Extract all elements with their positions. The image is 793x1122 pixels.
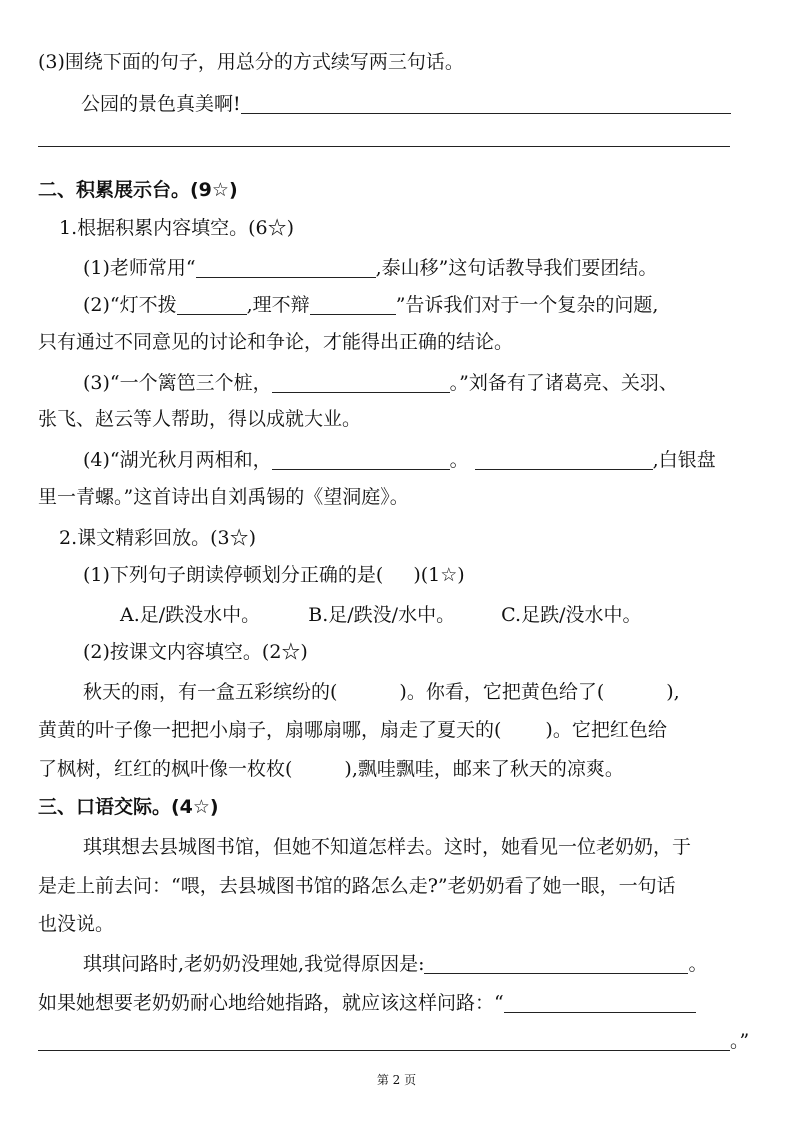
option-b[interactable]: B.足/跌没/水中。 (308, 604, 456, 626)
option-a[interactable]: A.足/跌没水中。 (120, 604, 261, 626)
ask-end: 。” (730, 1030, 750, 1052)
item2-text-a: (2)“灯不拨 (83, 294, 177, 316)
section2-title: 二、积累展示台。(9☆) (38, 179, 238, 201)
item2-text-c: ”告诉我们对于一个复杂的问题, (395, 294, 659, 316)
item2-text-b: ,理不辩 (246, 294, 310, 316)
para-l3-text-a: 了枫树，红红的枫叶像一枚枚( (38, 758, 293, 780)
item3-cont: 张飞、赵云等人帮助，得以成就大业。 (38, 408, 362, 430)
reason-row (83, 950, 793, 978)
q3-prompt: (3)围绕下面的句子，用总分的方式续写两三句话。 (38, 51, 464, 73)
ask-row-2 (38, 1027, 793, 1055)
part2-q1-options (120, 601, 793, 629)
page-number: 第 2 页 (376, 1073, 417, 1087)
ask-blank-2[interactable] (38, 1030, 730, 1051)
item2-blank-2[interactable] (310, 294, 396, 315)
item2-blank-1[interactable] (177, 294, 247, 315)
para-l1-text-a: 秋天的雨，有一盒五彩缤纷的( (83, 681, 338, 703)
story-line-2: 是走上前去问：“喂，去县城图书馆的路怎么走?”老奶奶看了她一眼，一句话 (38, 875, 676, 897)
item4-blank-2[interactable] (475, 449, 653, 470)
q3-answer-blank-1[interactable] (241, 93, 731, 114)
item4-blank-1[interactable] (272, 449, 450, 470)
option-c[interactable]: C.足跌/没水中。 (501, 604, 642, 626)
item3-blank[interactable] (272, 372, 450, 393)
q3-answer-blank-2[interactable] (38, 146, 730, 147)
reason-end: 。 (688, 953, 708, 975)
part2-q2: (2)按课文内容填空。(2☆) (83, 641, 308, 663)
part2-q1-text-b: )(1☆) (413, 564, 465, 586)
item1-text-b: ,泰山移”这句话教导我们要团结。 (375, 257, 658, 279)
item1-blank[interactable] (196, 257, 376, 278)
para-l1-text-c: ), (666, 681, 680, 703)
item4-row (83, 446, 793, 474)
item2-cont: 只有通过不同意见的讨论和争论，才能得出正确的结论。 (38, 331, 514, 353)
story-line-1: 琪琪想去县城图书馆，但她不知道怎样去。这时，她看见一位老奶奶，于 (83, 836, 692, 858)
item3-row (83, 369, 793, 397)
para-l3-text-b: ),飘哇飘哇，邮来了秋天的凉爽。 (344, 758, 624, 780)
item2-row (83, 291, 793, 319)
item1-row (83, 254, 793, 282)
para-line-1 (83, 678, 793, 706)
part2-title: 2.课文精彩回放。(3☆) (59, 527, 257, 549)
para-l2-text-b: )。它把红色给 (545, 719, 667, 741)
item4-text-c: ,白银盘 (652, 449, 716, 471)
ask-label: 如果她想要老奶奶耐心地给她指路，就应该这样问路：“ (38, 992, 504, 1014)
para-line-3 (38, 755, 793, 783)
q3-sentence-row (81, 90, 793, 118)
item4-text-b: 。 (449, 449, 469, 471)
part1-title: 1.根据积累内容填空。(6☆) (59, 217, 295, 239)
section3-title: 三、口语交际。(4☆) (38, 796, 219, 818)
item4-cont: 里一青螺。”这首诗出自刘禹锡的《望洞庭》。 (38, 486, 409, 508)
item3-text-b: 。”刘备有了诸葛亮、关羽、 (449, 372, 678, 394)
part2-q1-text-a: (1)下列句子朗读停顿划分正确的是( (83, 564, 384, 586)
q3-sentence: 公园的景色真美啊! (81, 93, 241, 115)
reason-blank[interactable] (424, 953, 688, 974)
ask-blank-1[interactable] (504, 992, 696, 1013)
para-l1-text-b: )。你看，它把黄色给了( (399, 681, 605, 703)
item3-text-a: (3)“一个篱笆三个桩， (83, 372, 272, 394)
para-l2-text-a: 黄黄的叶子像一把把小扇子，扇哪扇哪，扇走了夏天的( (38, 719, 502, 741)
item4-text-a: (4)“湖光秋月两相和， (83, 449, 272, 471)
reason-label: 琪琪问路时,老奶奶没理她,我觉得原因是: (83, 953, 425, 975)
para-line-2 (38, 716, 793, 744)
ask-row (38, 989, 793, 1017)
item1-text-a: (1)老师常用“ (83, 257, 196, 279)
part2-q1-row (83, 561, 793, 589)
story-line-3: 也没说。 (38, 913, 115, 935)
